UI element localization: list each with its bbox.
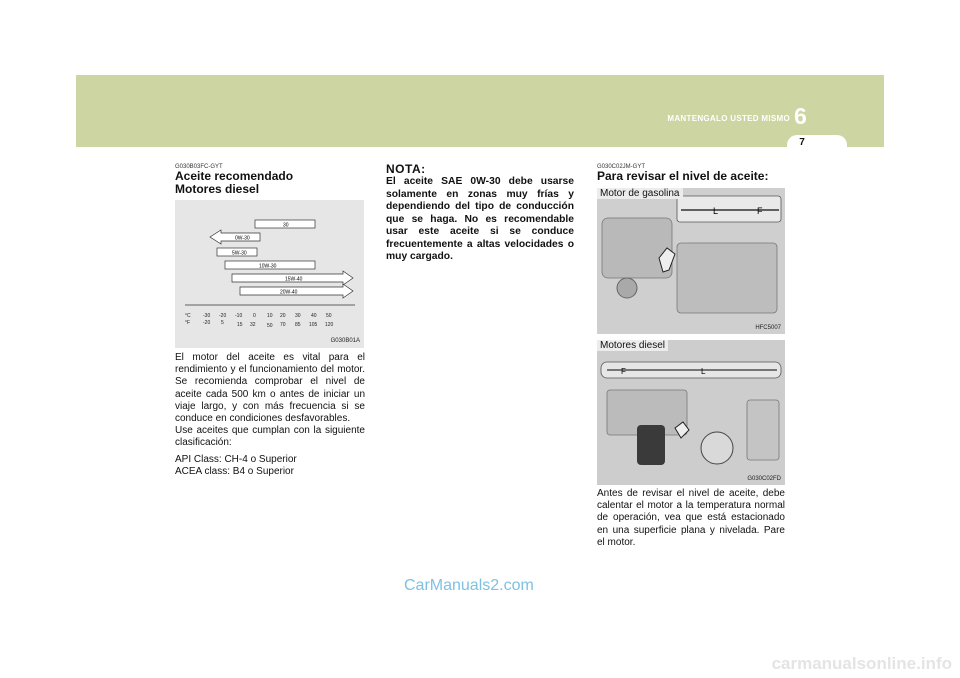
tick-c-1: -20: [219, 313, 227, 319]
tick-f-5: 70: [280, 322, 286, 328]
acea-class: ACEA class: B4 o Superior: [175, 465, 294, 477]
tick-c-6: 30: [295, 313, 301, 319]
bar-label-5w30: 5W-30: [232, 250, 247, 257]
unit-celsius: °C: [185, 313, 191, 319]
tick-f-3: 32: [250, 322, 256, 328]
paragraph-oil-importance: El motor del aceite es vital para el rendimiento y el funcionamiento del motor. Se recomienda comprobar el nivel de aceite cada 500 km o antes de iniciar un viaje largo, y con más frecuencia si se conduce en condiciones desfavorables.: [175, 352, 365, 425]
tick-c-5: 20: [280, 313, 286, 319]
dipstick-mark-f: F: [757, 206, 763, 216]
figure-code: G030B01A: [330, 338, 360, 344]
tick-f-8: 120: [325, 322, 334, 328]
check-oil-instructions: [597, 488, 785, 549]
tick-c-7: 40: [311, 313, 317, 319]
section-code: G030C02JM-GYT: [597, 164, 646, 170]
watermark-carmanualsonline: carmanualsonline.info: [771, 654, 952, 673]
paragraph-classification: Use aceites que cumplan con la siguiente clasificación:: [175, 425, 365, 449]
tick-c-8: 50: [326, 313, 332, 319]
oil-viscosity-chart: [175, 200, 364, 348]
tick-c-2: -10: [235, 313, 243, 319]
bar-label-15w40: 15W-40: [285, 276, 303, 283]
tick-f-1: 5: [221, 320, 224, 326]
tick-f-0: -20: [203, 320, 211, 326]
dipstick-mark-f: F: [621, 367, 626, 376]
tick-f-7: 105: [309, 322, 318, 328]
bar-label-30: 30: [283, 222, 289, 229]
bar-label-10w30: 10W-30: [259, 263, 277, 270]
column-check-oil-level: [597, 164, 785, 183]
tick-f-4: 50: [267, 323, 273, 329]
tick-c-4: 10: [267, 313, 273, 319]
figure-code-diesel: G030C02FD: [747, 476, 781, 482]
photo-diesel-engine: [597, 340, 785, 485]
tick-c-3: 0: [253, 313, 256, 319]
unit-fahrenheit: °F: [185, 320, 191, 326]
paragraph-check-oil: Antes de revisar el nivel de aceite, debe calentar el motor a la temperatura normal de operación, vea que está estacionado en una superficie plana y nivelada. Pare el motor.: [597, 488, 785, 548]
column-note: [386, 163, 574, 264]
photo-label-diesel: Motores diesel: [597, 340, 668, 351]
header-band: [76, 75, 884, 147]
section-title-line1: Aceite recomendado: [175, 169, 294, 183]
watermark-carmanuals[interactable]: CarManuals2.com: [404, 577, 534, 594]
note-text: El aceite SAE 0W-30 debe usarse solamente en zonas muy frías y dependiendo del tipo de conducción que se haga. No es recomendable usar este aceite si se conduce frecuentemente a altas velocidades o muy cargado.: [386, 176, 574, 262]
viscosity-chart-svg: [175, 200, 364, 348]
gasoline-engine-illustration: [597, 188, 785, 334]
tick-c-0: -30: [203, 313, 211, 319]
section-title-line2: Motores diesel: [175, 182, 260, 196]
tick-f-6: 85: [295, 322, 301, 328]
dipstick-mark-l: L: [701, 367, 706, 376]
chapter-number: 6: [794, 103, 807, 129]
api-class: API Class: CH-4 o Superior: [175, 453, 297, 465]
note-title: NOTA:: [386, 162, 426, 176]
photo-label-gasoline: Motor de gasolina: [597, 188, 683, 199]
bar-label-20w40: 20W-40: [280, 289, 298, 296]
section-title: MANTENGALO USTED MISMO: [667, 114, 790, 123]
column-recommended-oil: [175, 164, 365, 196]
photo-gasoline-engine: [597, 188, 785, 334]
section-code: G030B03FC-GYT: [175, 164, 223, 170]
diesel-engine-illustration: [597, 340, 785, 485]
dipstick-mark-l: L: [713, 206, 719, 216]
oil-description: [175, 352, 365, 478]
figure-code-gasoline: HFC5007: [755, 325, 781, 331]
tick-f-2: 15: [237, 322, 243, 328]
section-title: Para revisar el nivel de aceite:: [597, 169, 769, 183]
page-number: 7: [799, 137, 805, 148]
bar-label-0w30: 0W-30: [235, 235, 250, 242]
